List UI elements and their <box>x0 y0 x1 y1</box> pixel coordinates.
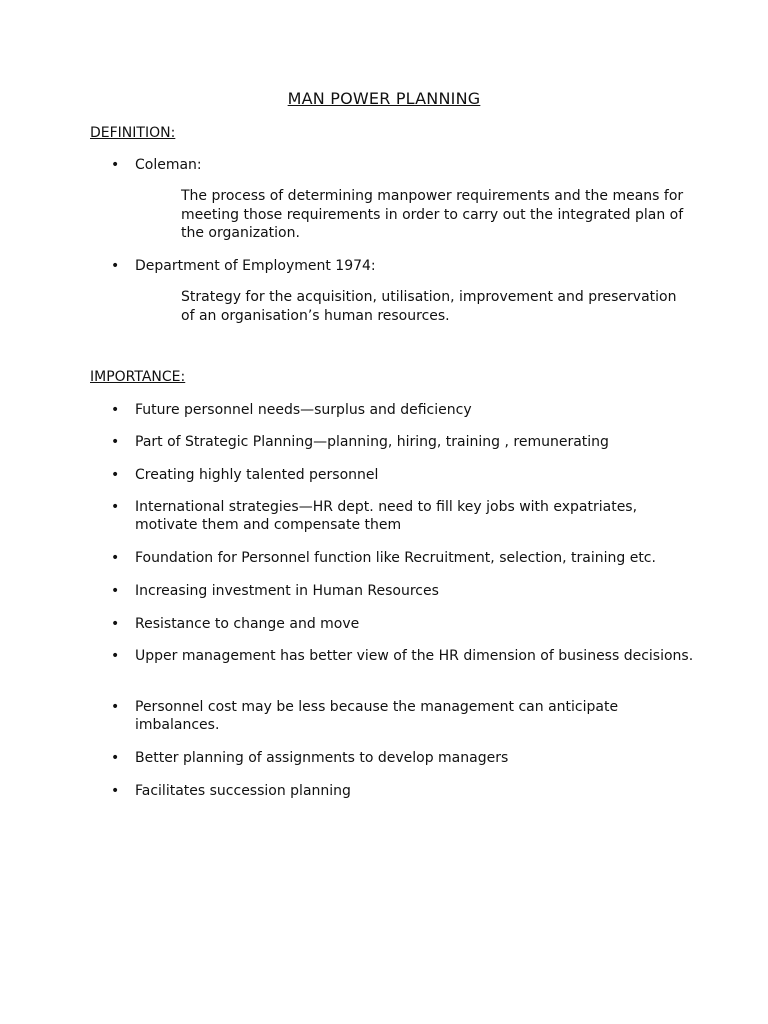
definition-heading: DEFINITION: <box>90 125 176 141</box>
definition-text-coleman: The process of determining manpower requirements and the means for meeting those requirements in order to carry out the integrated plan of the organization. <box>181 188 684 241</box>
importance-item-4: • International strategies—HR dept. need to fill key jobs with expatriates, motivate them and compensate them <box>135 498 695 534</box>
importance-item-10: • Better planning of assignments to develop managers <box>135 749 695 767</box>
importance-item-11: • Facilitates succession planning <box>135 782 695 800</box>
importance-item-9: • Personnel cost may be less because the management can anticipate imbalances. <box>135 698 695 734</box>
importance-item-7: • Resistance to change and move <box>135 615 695 633</box>
importance-item-6: • Increasing investment in Human Resources <box>135 582 695 600</box>
importance-heading: IMPORTANCE: <box>90 369 186 385</box>
document-title: MAN POWER PLANNING <box>287 89 481 108</box>
importance-item-8: • Upper management has better view of the HR dimension of business decisions. <box>135 647 695 665</box>
definition-text-department-of-employment: Strategy for the acquisition, utilisation, improvement and preservation of an organisation’s human resources. <box>181 289 677 324</box>
importance-item-1: • Future personnel needs—surplus and deficiency <box>135 401 695 419</box>
importance-item-3: • Creating highly talented personnel <box>135 466 695 484</box>
definition-item-department-of-employment: • Department of Employment 1974: <box>135 257 695 275</box>
definition-item-coleman: • Coleman: <box>135 156 695 174</box>
importance-item-5: • Foundation for Personnel function like Recruitment, selection, training etc. <box>135 549 695 567</box>
importance-item-2: • Part of Strategic Planning—planning, hiring, training , remunerating <box>135 433 695 451</box>
